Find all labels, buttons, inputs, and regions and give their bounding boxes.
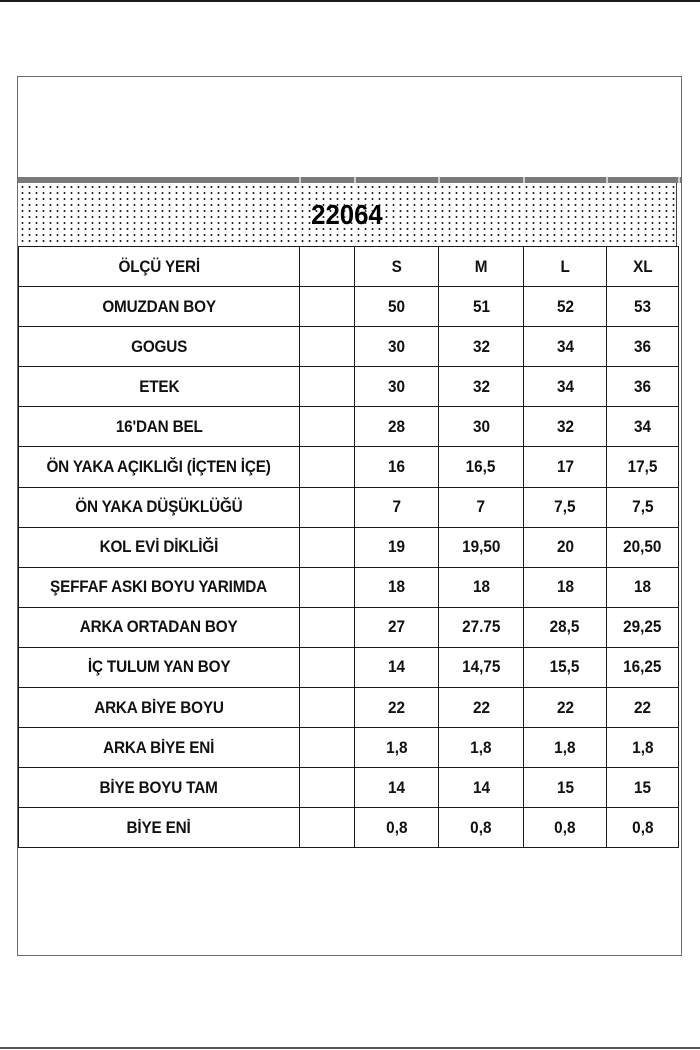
value-l: 34: [524, 367, 607, 407]
value-s: 1,8: [355, 728, 439, 768]
table-row: [19, 407, 679, 447]
row-label: ARKA BİYE ENİ: [19, 728, 300, 768]
value-l: 7,5: [524, 487, 607, 527]
row-label: OMUZDAN BOY: [19, 287, 300, 327]
row-label: ÖN YAKA AÇIKLIĞI (İÇTEN İÇE): [19, 447, 300, 487]
header-blank: [300, 247, 355, 287]
value-xl: 1,8: [607, 728, 679, 768]
value-xl: 34: [607, 407, 679, 447]
value-m: 22: [439, 688, 524, 728]
header-measurement: ÖLÇÜ YERİ: [19, 247, 300, 287]
value-m: 32: [439, 367, 524, 407]
row-blank: [300, 647, 355, 687]
top-rule: [0, 0, 700, 2]
row-blank: [300, 768, 355, 808]
table-row: [19, 447, 679, 487]
header-size-xl: XL: [607, 247, 679, 287]
value-l: 52: [524, 287, 607, 327]
row-blank: [300, 367, 355, 407]
header-row: [19, 247, 679, 287]
row-blank: [300, 287, 355, 327]
value-l: 15,5: [524, 647, 607, 687]
value-l: 1,8: [524, 728, 607, 768]
value-s: 19: [355, 527, 439, 567]
value-m: 16,5: [439, 447, 524, 487]
row-label: BİYE BOYU TAM: [19, 768, 300, 808]
bar-tick: [678, 177, 680, 183]
row-blank: [300, 607, 355, 647]
table-row: [19, 607, 679, 647]
table-row: [19, 487, 679, 527]
value-l: 15: [524, 768, 607, 808]
row-blank: [300, 688, 355, 728]
value-s: 27: [355, 607, 439, 647]
value-s: 14: [355, 768, 439, 808]
value-l: 22: [524, 688, 607, 728]
value-m: 27.75: [439, 607, 524, 647]
value-xl: 7,5: [607, 487, 679, 527]
value-s: 30: [355, 327, 439, 367]
value-s: 0,8: [355, 808, 439, 848]
row-label: ARKA ORTADAN BOY: [19, 607, 300, 647]
value-m: 7: [439, 487, 524, 527]
value-m: 51: [439, 287, 524, 327]
value-m: 14,75: [439, 647, 524, 687]
row-blank: [300, 487, 355, 527]
row-label: ARKA BİYE BOYU: [19, 688, 300, 728]
value-xl: 36: [607, 327, 679, 367]
row-blank: [300, 327, 355, 367]
header-size-l: L: [524, 247, 607, 287]
value-m: 14: [439, 768, 524, 808]
table-row: [19, 327, 679, 367]
product-code-band: [18, 183, 677, 246]
row-blank: [300, 808, 355, 848]
value-xl: 18: [607, 567, 679, 607]
size-table: [18, 246, 679, 848]
value-s: 16: [355, 447, 439, 487]
row-blank: [300, 567, 355, 607]
table-row: [19, 768, 679, 808]
value-l: 32: [524, 407, 607, 447]
value-s: 7: [355, 487, 439, 527]
value-m: 0,8: [439, 808, 524, 848]
value-m: 30: [439, 407, 524, 447]
value-xl: 0,8: [607, 808, 679, 848]
value-m: 32: [439, 327, 524, 367]
value-xl: 20,50: [607, 527, 679, 567]
value-l: 34: [524, 327, 607, 367]
value-xl: 22: [607, 688, 679, 728]
bottom-rule: [0, 1047, 700, 1049]
row-blank: [300, 447, 355, 487]
value-m: 19,50: [439, 527, 524, 567]
table-row: [19, 808, 679, 848]
row-blank: [300, 407, 355, 447]
value-xl: 17,5: [607, 447, 679, 487]
value-s: 22: [355, 688, 439, 728]
value-xl: 29,25: [607, 607, 679, 647]
value-s: 30: [355, 367, 439, 407]
table-row: [19, 647, 679, 687]
header-size-m: M: [439, 247, 524, 287]
value-l: 28,5: [524, 607, 607, 647]
value-xl: 53: [607, 287, 679, 327]
value-m: 18: [439, 567, 524, 607]
row-blank: [300, 728, 355, 768]
row-label: GOGUS: [19, 327, 300, 367]
row-label: ŞEFFAF ASKI BOYU YARIMDA: [19, 567, 300, 607]
table-row: [19, 527, 679, 567]
value-s: 14: [355, 647, 439, 687]
row-label: BİYE ENİ: [19, 808, 300, 848]
value-xl: 15: [607, 768, 679, 808]
row-blank: [300, 527, 355, 567]
value-s: 50: [355, 287, 439, 327]
row-label: ETEK: [19, 367, 300, 407]
value-s: 18: [355, 567, 439, 607]
row-label: ÖN YAKA DÜŞÜKLÜĞÜ: [19, 487, 300, 527]
value-xl: 36: [607, 367, 679, 407]
value-l: 0,8: [524, 808, 607, 848]
table-row: [19, 287, 679, 327]
table-row: [19, 367, 679, 407]
product-code: 22064: [311, 198, 383, 230]
value-l: 20: [524, 527, 607, 567]
value-l: 17: [524, 447, 607, 487]
value-m: 1,8: [439, 728, 524, 768]
value-l: 18: [524, 567, 607, 607]
header-size-s: S: [355, 247, 439, 287]
row-label: İÇ TULUM YAN BOY: [19, 647, 300, 687]
row-label: 16'DAN BEL: [19, 407, 300, 447]
table-row: [19, 688, 679, 728]
row-label: KOL EVİ DİKLİĞİ: [19, 527, 300, 567]
value-xl: 16,25: [607, 647, 679, 687]
table-row: [19, 728, 679, 768]
table-row: [19, 567, 679, 607]
value-s: 28: [355, 407, 439, 447]
